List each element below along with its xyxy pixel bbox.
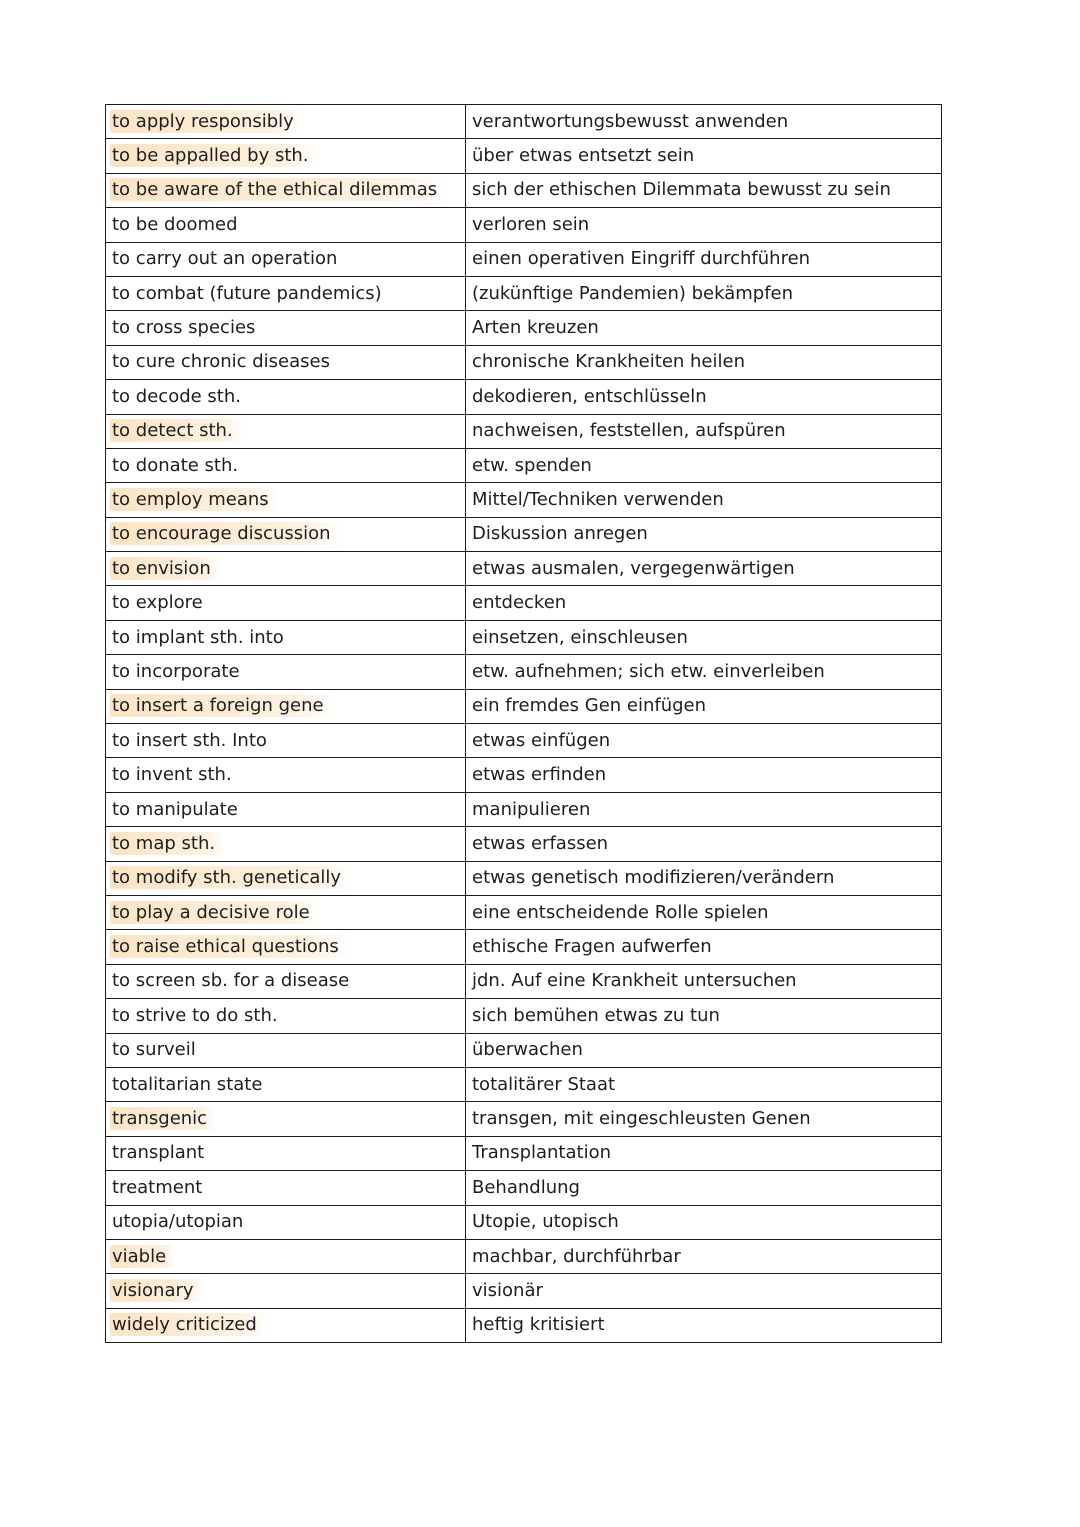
english-term: to employ means (110, 488, 279, 511)
english-term-cell (106, 139, 466, 173)
english-term-cell (106, 964, 466, 998)
german-translation: heftig kritisiert (472, 1314, 605, 1336)
english-term-cell (106, 552, 466, 586)
table-row (106, 1033, 942, 1067)
english-term: to map sth. (110, 832, 225, 855)
table-row (106, 1171, 942, 1205)
english-term-cell (106, 620, 466, 654)
german-translation-cell (466, 930, 942, 964)
german-translation-cell (466, 448, 942, 482)
german-translation-cell (466, 1239, 942, 1273)
german-translation-cell (466, 276, 942, 310)
table-row (106, 724, 942, 758)
table-row (106, 586, 942, 620)
english-term-cell (106, 517, 466, 551)
german-translation: etw. spenden (472, 454, 592, 476)
english-term: transplant (112, 1142, 205, 1164)
german-translation: dekodieren, entschlüsseln (472, 385, 707, 407)
english-term: to be doomed (112, 213, 238, 235)
english-term-cell (106, 1171, 466, 1205)
german-translation-cell (466, 861, 942, 895)
english-term-cell (106, 1102, 466, 1136)
german-translation-cell (466, 724, 942, 758)
table-row (106, 1308, 942, 1342)
german-translation-cell (466, 620, 942, 654)
english-term-cell (106, 895, 466, 929)
german-translation-cell (466, 964, 942, 998)
german-translation: transgen, mit eingeschleusten Genen (472, 1108, 811, 1130)
german-translation-cell (466, 1102, 942, 1136)
english-term: to be aware of the ethical dilemmas (110, 178, 447, 201)
german-translation: visionär (472, 1279, 543, 1301)
german-translation: chronische Krankheiten heilen (472, 351, 745, 373)
german-translation-cell (466, 1171, 942, 1205)
german-translation: einen operativen Eingriff durchführen (472, 248, 811, 270)
english-term-cell (106, 1308, 466, 1342)
table-row (106, 620, 942, 654)
table-row (106, 380, 942, 414)
english-term: to raise ethical questions (110, 935, 349, 958)
english-term: to incorporate (112, 660, 240, 682)
table-row (106, 1102, 942, 1136)
table-row (106, 861, 942, 895)
german-translation-cell (466, 414, 942, 448)
english-term-cell (106, 345, 466, 379)
german-translation-cell (466, 1308, 942, 1342)
german-translation-cell (466, 689, 942, 723)
table-row (106, 1239, 942, 1273)
english-term-cell (106, 105, 466, 139)
german-translation-cell (466, 242, 942, 276)
english-term: to explore (112, 592, 203, 614)
english-term-cell (106, 276, 466, 310)
german-translation: verloren sein (472, 213, 590, 235)
table-row (106, 483, 942, 517)
english-term-cell (106, 655, 466, 689)
german-translation: Utopie, utopisch (472, 1211, 619, 1233)
german-translation-cell (466, 1205, 942, 1239)
english-term: to donate sth. (112, 454, 239, 476)
german-translation: über etwas entsetzt sein (472, 145, 695, 167)
german-translation: (zukünftige Pandemien) bekämpfen (472, 282, 794, 304)
german-translation: überwachen (472, 1039, 583, 1061)
english-term: transgenic (110, 1107, 217, 1130)
german-translation: etw. aufnehmen; sich etw. einverleiben (472, 660, 825, 682)
table-row (106, 689, 942, 723)
english-term: to strive to do sth. (112, 1004, 278, 1026)
english-term-cell (106, 208, 466, 242)
german-translation: sich bemühen etwas zu tun (472, 1004, 720, 1026)
german-translation: Arten kreuzen (472, 317, 599, 339)
german-translation-cell (466, 827, 942, 861)
table-row (106, 792, 942, 826)
table-row (106, 345, 942, 379)
table-row (106, 758, 942, 792)
english-term: to insert a foreign gene (110, 694, 334, 717)
german-translation-cell (466, 586, 942, 620)
english-term-cell (106, 792, 466, 826)
german-translation-cell (466, 1067, 942, 1101)
english-term: viable (110, 1245, 176, 1268)
english-term: visionary (110, 1279, 204, 1302)
english-term-cell (106, 1067, 466, 1101)
english-term: to modify sth. genetically (110, 866, 351, 889)
german-translation-cell (466, 380, 942, 414)
german-translation: jdn. Auf eine Krankheit untersuchen (472, 970, 797, 992)
german-translation: ein fremdes Gen einfügen (472, 695, 707, 717)
german-translation: totalitärer Staat (472, 1073, 616, 1095)
english-term-cell (106, 311, 466, 345)
table-row (106, 552, 942, 586)
english-term-cell (106, 1239, 466, 1273)
german-translation-cell (466, 345, 942, 379)
english-term: widely criticized (110, 1313, 267, 1336)
english-term: to encourage discussion (110, 522, 341, 545)
table-row (106, 964, 942, 998)
english-term: to combat (future pandemics) (112, 282, 382, 304)
german-translation: verantwortungsbewusst anwenden (472, 110, 789, 132)
english-term-cell (106, 827, 466, 861)
german-translation-cell (466, 1033, 942, 1067)
english-term: to detect sth. (110, 419, 243, 442)
english-term-cell (106, 861, 466, 895)
german-translation-cell (466, 792, 942, 826)
german-translation: etwas erfassen (472, 832, 609, 854)
german-translation: etwas einfügen (472, 729, 611, 751)
vocabulary-table (105, 104, 942, 1343)
german-translation-cell (466, 483, 942, 517)
german-translation: entdecken (472, 592, 567, 614)
german-translation-cell (466, 999, 942, 1033)
english-term: to decode sth. (112, 385, 241, 407)
german-translation-cell (466, 655, 942, 689)
german-translation: sich der ethischen Dilemmata bewusst zu sein (472, 179, 891, 201)
table-row (106, 517, 942, 551)
german-translation: Mittel/Techniken verwenden (472, 488, 724, 510)
english-term: to implant sth. into (112, 626, 284, 648)
english-term: to invent sth. (112, 764, 232, 786)
english-term-cell (106, 724, 466, 758)
german-translation: etwas ausmalen, vergegenwärtigen (472, 557, 795, 579)
english-term: to envision (110, 557, 221, 580)
german-translation: Transplantation (472, 1142, 611, 1164)
german-translation: eine entscheidende Rolle spielen (472, 901, 769, 923)
english-term-cell (106, 930, 466, 964)
english-term-cell (106, 448, 466, 482)
german-translation: etwas genetisch modifizieren/verändern (472, 867, 835, 889)
english-term: totalitarian state (112, 1073, 263, 1095)
vocabulary-table-body (106, 105, 942, 1343)
table-row (106, 242, 942, 276)
german-translation-cell (466, 552, 942, 586)
english-term-cell (106, 1136, 466, 1170)
german-translation-cell (466, 173, 942, 207)
english-term: to cure chronic diseases (112, 351, 330, 373)
german-translation-cell (466, 517, 942, 551)
table-row (106, 276, 942, 310)
german-translation-cell (466, 139, 942, 173)
english-term: to screen sb. for a disease (112, 970, 350, 992)
table-row (106, 311, 942, 345)
table-row (106, 1067, 942, 1101)
table-row (106, 173, 942, 207)
english-term-cell (106, 758, 466, 792)
german-translation-cell (466, 105, 942, 139)
german-translation: manipulieren (472, 798, 591, 820)
english-term: to insert sth. Into (112, 729, 267, 751)
table-row (106, 208, 942, 242)
english-term-cell (106, 414, 466, 448)
english-term: to play a decisive role (110, 901, 320, 924)
english-term: to surveil (112, 1039, 196, 1061)
english-term-cell (106, 689, 466, 723)
german-translation-cell (466, 758, 942, 792)
table-row (106, 139, 942, 173)
english-term: utopia/utopian (112, 1211, 244, 1233)
table-row (106, 105, 942, 139)
german-translation-cell (466, 1136, 942, 1170)
german-translation: einsetzen, einschleusen (472, 626, 688, 648)
german-translation: machbar, durchführbar (472, 1245, 681, 1267)
german-translation: Diskussion anregen (472, 523, 648, 545)
table-row (106, 1274, 942, 1308)
english-term-cell (106, 1205, 466, 1239)
table-row (106, 999, 942, 1033)
table-row (106, 930, 942, 964)
table-row (106, 655, 942, 689)
english-term-cell (106, 380, 466, 414)
english-term-cell (106, 1033, 466, 1067)
table-row (106, 414, 942, 448)
english-term-cell (106, 173, 466, 207)
english-term: to be appalled by sth. (110, 144, 319, 167)
table-row (106, 448, 942, 482)
german-translation: Behandlung (472, 1176, 580, 1198)
table-row (106, 1136, 942, 1170)
english-term: to apply responsibly (110, 110, 304, 133)
table-row (106, 895, 942, 929)
english-term-cell (106, 999, 466, 1033)
german-translation-cell (466, 1274, 942, 1308)
english-term: to manipulate (112, 798, 238, 820)
english-term: treatment (112, 1176, 203, 1198)
english-term: to carry out an operation (112, 248, 338, 270)
german-translation: nachweisen, feststellen, aufspüren (472, 420, 786, 442)
english-term-cell (106, 483, 466, 517)
table-row (106, 827, 942, 861)
english-term-cell (106, 1274, 466, 1308)
table-row (106, 1205, 942, 1239)
english-term-cell (106, 586, 466, 620)
german-translation: ethische Fragen aufwerfen (472, 936, 712, 958)
german-translation-cell (466, 208, 942, 242)
english-term-cell (106, 242, 466, 276)
german-translation-cell (466, 895, 942, 929)
german-translation: etwas erfinden (472, 764, 607, 786)
english-term: to cross species (112, 317, 256, 339)
german-translation-cell (466, 311, 942, 345)
